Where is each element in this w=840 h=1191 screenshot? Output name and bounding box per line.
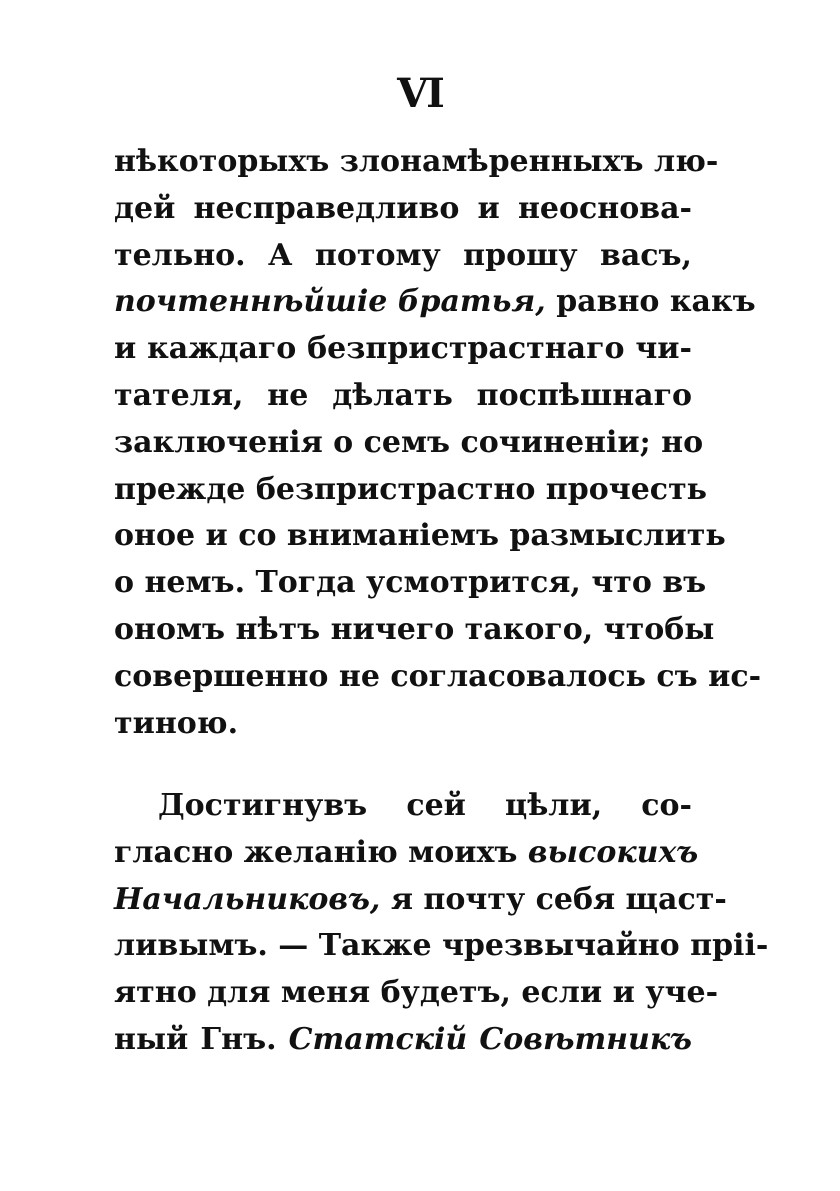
text-segment: тиною. — [114, 705, 239, 741]
italic-text-segment: Начальниковъ, — [114, 881, 381, 917]
text-line — [114, 831, 699, 875]
text-segment: совершенно не согласовалось съ ис- — [114, 658, 762, 694]
text-segment: я почту себя щаст- — [380, 881, 727, 917]
text-line — [114, 514, 726, 558]
text-line — [158, 784, 692, 828]
text-line — [114, 280, 756, 324]
text-segment: прежде безпристрастно прочесть — [114, 471, 708, 507]
text-segment: оное и со вниманіемъ размыслить — [114, 518, 726, 554]
text-line — [114, 234, 692, 278]
text-line — [114, 878, 727, 922]
text-segment: о немъ. Тогда усмотрится, что въ — [114, 565, 707, 601]
text-segment: тельно. А потому прошу васъ, — [114, 237, 692, 273]
text-line — [114, 421, 704, 465]
text-line — [114, 561, 707, 605]
text-segment: тателя, не дѣлать поспѣшнаго — [114, 378, 692, 413]
italic-text-segment: почтеннѣйшіе братья, — [114, 284, 546, 320]
text-line — [114, 924, 769, 968]
text-line — [114, 971, 719, 1015]
text-line — [114, 140, 719, 184]
text-line — [114, 374, 692, 418]
text-segment: заключенія о семъ сочиненіи; но — [114, 424, 704, 460]
text-line — [114, 608, 715, 652]
text-segment: ономъ нѣтъ ничего такого, чтобы — [114, 612, 715, 647]
italic-text-segment: Статскій Совѣтникъ — [288, 1022, 692, 1057]
text-segment: и каждаго безпристрастнаго чи- — [114, 331, 692, 367]
text-line — [114, 327, 692, 371]
text-segment: ливымъ. — Также чрезвычайно пріі- — [114, 928, 769, 964]
text-line — [114, 655, 762, 699]
page-number: VI — [397, 70, 443, 117]
text-line — [114, 702, 692, 746]
italic-text-segment: высокихъ — [527, 834, 699, 870]
text-segment: ятно для меня будетъ, если и уче- — [114, 975, 719, 1011]
text-segment: нѣкоторыхъ злонамѣренныхъ лю- — [114, 144, 719, 179]
text-line — [114, 468, 708, 512]
text-segment: гласно желанію моихъ — [114, 834, 528, 870]
text-segment: дей несправедливо и неоснова- — [114, 190, 692, 226]
text-segment: ный Гнъ. — [114, 1022, 289, 1057]
text-line — [114, 1018, 692, 1062]
text-segment: Достигнувъ сей цѣли, со- — [158, 788, 692, 823]
text-line — [114, 187, 692, 231]
text-segment: равно какъ — [545, 284, 756, 320]
